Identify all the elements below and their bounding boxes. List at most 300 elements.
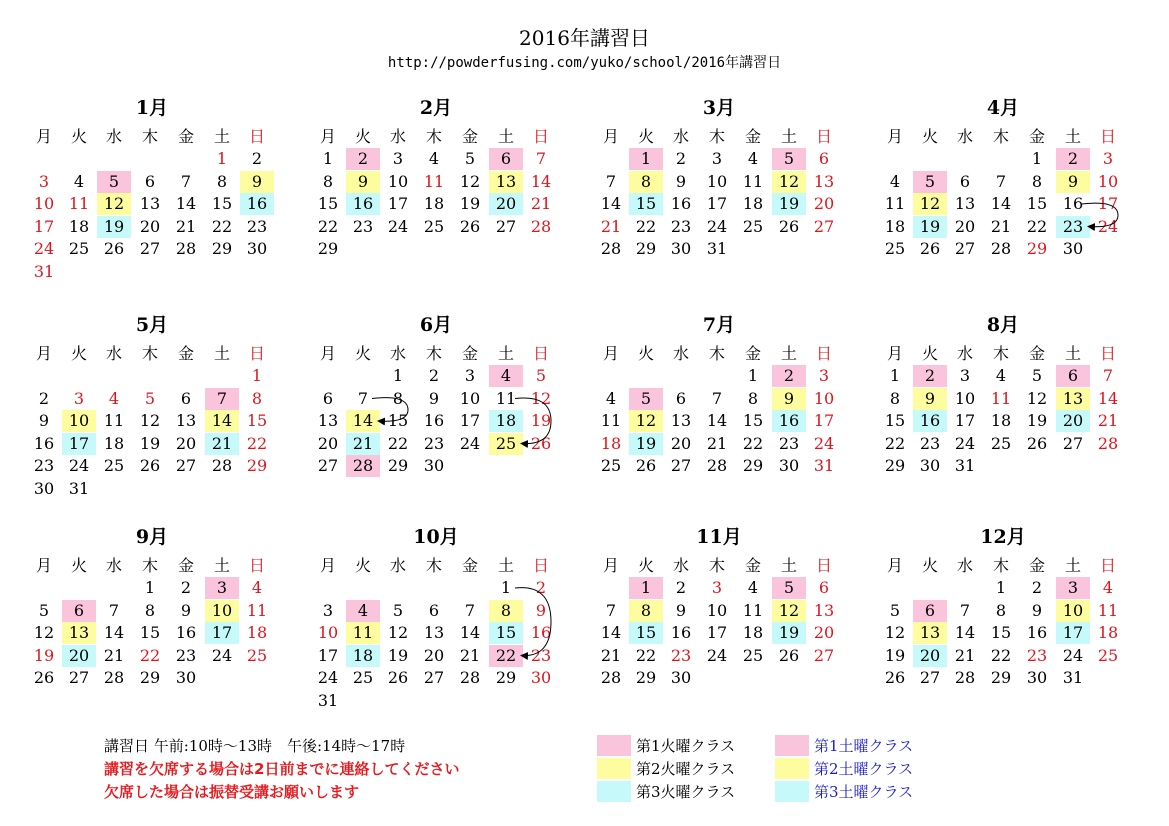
weekday-header: 水 bbox=[105, 556, 122, 575]
weekday-header: 日 bbox=[815, 344, 832, 363]
day-cell: 9 bbox=[675, 171, 687, 191]
day-cell: 14 bbox=[459, 623, 481, 642]
day-cell: 27 bbox=[670, 456, 692, 475]
weekday-header: 水 bbox=[389, 127, 406, 146]
weekday-header: 土 bbox=[780, 344, 797, 363]
day-cell: 29 bbox=[387, 456, 409, 475]
day-cell: 25 bbox=[742, 645, 764, 665]
day-cell: 5 bbox=[1031, 366, 1043, 385]
day-cell: 7 bbox=[357, 388, 369, 408]
day-cell: 20 bbox=[670, 433, 692, 453]
day-cell: 13 bbox=[317, 411, 339, 430]
day-cell: 4 bbox=[489, 365, 523, 387]
day-cell: 18 bbox=[68, 216, 90, 236]
weekday-header: 火 bbox=[70, 556, 87, 575]
day-cell: 22 bbox=[990, 645, 1012, 665]
day-cell: 14 bbox=[175, 194, 197, 213]
day-cell: 27 bbox=[139, 239, 161, 258]
day-cell: 12 bbox=[387, 623, 409, 642]
day-cell: 11 bbox=[884, 194, 906, 213]
day-cell: 21 bbox=[600, 216, 622, 236]
day-cell: 19 bbox=[387, 645, 409, 665]
day-cell: 13 bbox=[62, 622, 96, 644]
weekday-header: 金 bbox=[744, 127, 761, 146]
day-cell: 27 bbox=[317, 456, 339, 475]
day-cell: 6 bbox=[428, 600, 440, 620]
day-cell: 9 bbox=[38, 411, 50, 430]
day-cell: 6 bbox=[144, 171, 156, 191]
day-cell: 9 bbox=[1056, 171, 1090, 193]
weekday-header: 土 bbox=[1064, 344, 1081, 363]
day-cell: 6 bbox=[913, 600, 947, 622]
weekday-header: 日 bbox=[532, 127, 549, 146]
weekday-header: 火 bbox=[637, 556, 654, 575]
day-cell: 30 bbox=[423, 456, 445, 475]
day-cell: 14 bbox=[600, 194, 622, 213]
day-cell: 3 bbox=[205, 577, 239, 599]
day-cell: 9 bbox=[1031, 600, 1043, 620]
day-cell: 3 bbox=[818, 366, 830, 385]
day-cell: 2 bbox=[913, 365, 947, 387]
day-cell: 12 bbox=[913, 193, 947, 215]
month-title: 6月 bbox=[419, 314, 453, 336]
day-cell: 12 bbox=[530, 388, 552, 408]
day-cell: 13 bbox=[954, 194, 976, 213]
day-cell: 16 bbox=[1062, 194, 1084, 213]
day-cell: 9 bbox=[535, 600, 547, 620]
day-cell: 15 bbox=[139, 623, 161, 642]
day-cell: 22 bbox=[489, 645, 523, 667]
weekday-header: 金 bbox=[744, 556, 761, 575]
day-cell: 28 bbox=[954, 668, 976, 687]
day-cell: 12 bbox=[629, 410, 663, 432]
day-cell: 16 bbox=[240, 193, 274, 215]
day-cell: 22 bbox=[246, 433, 268, 453]
day-cell: 9 bbox=[913, 388, 947, 410]
weekday-header: 水 bbox=[105, 344, 122, 363]
day-cell: 30 bbox=[246, 239, 268, 258]
day-cell: 31 bbox=[317, 690, 339, 710]
day-cell: 10 bbox=[954, 388, 976, 408]
day-cell: 17 bbox=[387, 194, 409, 213]
page-title: 2016年講習日 bbox=[519, 26, 650, 50]
day-cell: 16 bbox=[346, 193, 380, 215]
legend-swatch-class1-tuesday bbox=[597, 735, 631, 756]
day-cell: 5 bbox=[772, 148, 806, 170]
day-cell: 23 bbox=[530, 645, 552, 665]
weekday-header: 金 bbox=[1028, 556, 1045, 575]
day-cell: 25 bbox=[423, 216, 445, 236]
day-cell: 28 bbox=[346, 455, 380, 477]
day-cell: 26 bbox=[530, 433, 552, 453]
day-cell: 26 bbox=[459, 216, 481, 236]
day-cell: 23 bbox=[33, 456, 55, 475]
day-cell: 28 bbox=[459, 668, 481, 687]
weekday-header: 土 bbox=[213, 556, 230, 575]
day-cell: 4 bbox=[346, 600, 380, 622]
day-cell: 31 bbox=[68, 478, 90, 498]
day-cell: 21 bbox=[954, 645, 976, 665]
day-cell: 6 bbox=[1056, 365, 1090, 387]
day-cell: 7 bbox=[205, 388, 239, 410]
day-cell: 6 bbox=[322, 388, 334, 408]
day-cell: 23 bbox=[670, 216, 692, 236]
day-cell: 5 bbox=[97, 171, 131, 193]
day-cell: 21 bbox=[346, 433, 380, 455]
day-cell: 6 bbox=[818, 578, 830, 597]
day-cell: 20 bbox=[139, 216, 161, 236]
day-cell: 15 bbox=[387, 411, 409, 430]
day-cell: 6 bbox=[62, 600, 96, 622]
month-block bbox=[877, 313, 1129, 513]
day-cell: 24 bbox=[387, 216, 409, 236]
day-cell: 21 bbox=[600, 645, 622, 665]
day-cell: 2 bbox=[1031, 578, 1043, 597]
day-cell: 23 bbox=[778, 433, 800, 453]
day-cell: 29 bbox=[211, 239, 233, 258]
day-cell: 19 bbox=[884, 645, 906, 665]
day-cell: 31 bbox=[33, 261, 55, 281]
day-cell: 3 bbox=[1102, 149, 1114, 168]
weekday-header: 金 bbox=[461, 556, 478, 575]
day-cell: 22 bbox=[139, 645, 161, 665]
day-cell: 7 bbox=[711, 388, 723, 408]
day-cell: 20 bbox=[175, 433, 197, 453]
day-cell: 30 bbox=[1062, 239, 1084, 258]
month-block bbox=[26, 96, 278, 296]
day-cell: 12 bbox=[884, 623, 906, 642]
month-title: 10月 bbox=[413, 526, 459, 548]
weekday-header: 木 bbox=[141, 127, 158, 146]
weekday-header: 木 bbox=[992, 556, 1009, 575]
weekday-header: 日 bbox=[815, 127, 832, 146]
day-cell: 23 bbox=[670, 645, 692, 665]
day-cell: 16 bbox=[530, 623, 552, 642]
day-cell: 18 bbox=[884, 216, 906, 236]
month-block bbox=[310, 96, 562, 296]
legend-swatch-class3-saturday bbox=[775, 781, 809, 802]
legend-label-saturday-2: 第2土曜クラス bbox=[814, 760, 914, 778]
day-cell: 12 bbox=[772, 171, 806, 193]
day-cell: 10 bbox=[205, 600, 239, 622]
day-cell: 4 bbox=[747, 578, 759, 597]
day-cell: 3 bbox=[711, 149, 723, 168]
day-cell: 21 bbox=[205, 433, 239, 455]
day-cell: 30 bbox=[33, 478, 55, 498]
day-cell: 8 bbox=[1031, 171, 1043, 191]
day-cell: 22 bbox=[1026, 216, 1048, 236]
legend-swatch-class2-saturday bbox=[775, 758, 809, 779]
day-cell: 1 bbox=[629, 148, 663, 170]
day-cell: 20 bbox=[423, 645, 445, 665]
day-cell: 18 bbox=[600, 433, 622, 453]
day-cell: 29 bbox=[317, 239, 339, 258]
day-cell: 29 bbox=[635, 239, 657, 258]
day-cell: 4 bbox=[605, 388, 617, 408]
day-cell: 8 bbox=[216, 171, 228, 191]
day-cell: 8 bbox=[251, 388, 263, 408]
day-cell: 3 bbox=[959, 366, 971, 385]
day-cell: 21 bbox=[459, 645, 481, 665]
day-cell: 28 bbox=[600, 239, 622, 258]
weekday-header: 土 bbox=[213, 127, 230, 146]
day-cell: 16 bbox=[1026, 623, 1048, 642]
legend-swatch-class1-saturday bbox=[775, 735, 809, 756]
day-cell: 24 bbox=[33, 239, 55, 258]
day-cell: 7 bbox=[995, 171, 1007, 191]
day-cell: 17 bbox=[317, 645, 339, 665]
day-cell: 26 bbox=[778, 216, 800, 236]
day-cell: 16 bbox=[670, 623, 692, 642]
day-cell: 29 bbox=[246, 456, 268, 475]
day-cell: 17 bbox=[33, 216, 55, 236]
weekday-header: 水 bbox=[672, 556, 689, 575]
page-url: http://powderfusing.com/yuko/school/2016年講習日 bbox=[387, 55, 782, 71]
day-cell: 15 bbox=[629, 193, 663, 215]
day-cell: 23 bbox=[175, 645, 197, 665]
day-cell: 26 bbox=[387, 668, 409, 687]
day-cell: 3 bbox=[1056, 577, 1090, 599]
day-cell: 12 bbox=[33, 623, 55, 642]
day-cell: 26 bbox=[1026, 433, 1048, 453]
day-cell: 7 bbox=[180, 171, 192, 191]
day-cell: 28 bbox=[103, 668, 125, 687]
day-cell: 25 bbox=[884, 239, 906, 258]
day-cell: 27 bbox=[68, 668, 90, 687]
absence-notice: 講習を欠席する場合は2日前までに連絡してください bbox=[104, 760, 460, 778]
day-cell: 5 bbox=[464, 149, 476, 168]
weekday-header: 月 bbox=[602, 556, 619, 575]
day-cell: 30 bbox=[1026, 668, 1048, 687]
day-cell: 1 bbox=[747, 366, 759, 385]
day-cell: 8 bbox=[489, 600, 523, 622]
day-cell: 24 bbox=[1062, 645, 1084, 665]
day-cell: 29 bbox=[139, 668, 161, 687]
weekday-header: 月 bbox=[886, 127, 903, 146]
day-cell: 15 bbox=[742, 411, 764, 430]
day-cell: 10 bbox=[1097, 171, 1119, 191]
weekday-header: 水 bbox=[956, 556, 973, 575]
day-cell: 23 bbox=[1026, 645, 1048, 665]
day-cell: 26 bbox=[778, 645, 800, 665]
legend-label-saturday-1: 第1土曜クラス bbox=[814, 737, 914, 755]
day-cell: 2 bbox=[772, 365, 806, 387]
weekday-header: 金 bbox=[461, 344, 478, 363]
weekday-header: 木 bbox=[992, 127, 1009, 146]
day-cell: 8 bbox=[144, 600, 156, 620]
day-cell: 4 bbox=[251, 578, 263, 597]
day-cell: 14 bbox=[103, 623, 125, 642]
day-cell: 19 bbox=[913, 216, 947, 238]
day-cell: 6 bbox=[818, 149, 830, 168]
day-cell: 15 bbox=[884, 411, 906, 430]
day-cell: 1 bbox=[1031, 149, 1043, 168]
month-block bbox=[26, 525, 278, 725]
weekday-header: 月 bbox=[35, 556, 52, 575]
day-cell: 24 bbox=[68, 456, 90, 475]
day-cell: 27 bbox=[423, 668, 445, 687]
day-cell: 9 bbox=[346, 171, 380, 193]
day-cell: 15 bbox=[211, 194, 233, 213]
day-cell: 20 bbox=[813, 194, 835, 213]
makeup-notice: 欠席した場合は振替受講お願いします bbox=[104, 783, 360, 801]
day-cell: 22 bbox=[211, 216, 233, 236]
day-cell: 20 bbox=[317, 433, 339, 453]
day-cell: 11 bbox=[742, 600, 764, 620]
day-cell: 12 bbox=[139, 411, 161, 430]
day-cell: 20 bbox=[62, 645, 96, 667]
day-cell: 24 bbox=[317, 668, 339, 687]
day-cell: 25 bbox=[352, 668, 374, 687]
day-cell: 28 bbox=[211, 456, 233, 475]
day-cell: 23 bbox=[1056, 216, 1090, 238]
month-block bbox=[26, 313, 278, 513]
day-cell: 13 bbox=[1056, 388, 1090, 410]
weekday-header: 月 bbox=[35, 127, 52, 146]
month-title: 12月 bbox=[980, 526, 1026, 548]
month-title: 11月 bbox=[696, 526, 742, 548]
day-cell: 11 bbox=[246, 600, 268, 620]
day-cell: 25 bbox=[990, 433, 1012, 453]
weekday-header: 金 bbox=[177, 344, 194, 363]
day-cell: 14 bbox=[954, 623, 976, 642]
day-cell: 17 bbox=[205, 622, 239, 644]
weekday-header: 木 bbox=[141, 344, 158, 363]
day-cell: 2 bbox=[1056, 148, 1090, 170]
session-hours-note: 講習日 午前:10時〜13時 午後:14時〜17時 bbox=[104, 737, 406, 755]
day-cell: 4 bbox=[428, 149, 440, 168]
day-cell: 7 bbox=[108, 600, 120, 620]
day-cell: 4 bbox=[108, 388, 120, 408]
day-cell: 17 bbox=[459, 411, 481, 430]
day-cell: 2 bbox=[675, 578, 687, 597]
day-cell: 6 bbox=[180, 388, 192, 408]
day-cell: 24 bbox=[954, 433, 976, 453]
day-cell: 2 bbox=[38, 388, 50, 408]
day-cell: 28 bbox=[175, 239, 197, 258]
day-cell: 8 bbox=[392, 388, 404, 408]
day-cell: 18 bbox=[423, 194, 445, 213]
weekday-header: 日 bbox=[532, 556, 549, 575]
month-title: 3月 bbox=[702, 97, 736, 119]
day-cell: 26 bbox=[33, 668, 55, 687]
day-cell: 2 bbox=[180, 578, 192, 597]
month-block bbox=[593, 96, 845, 296]
day-cell: 17 bbox=[813, 411, 835, 430]
weekday-header: 土 bbox=[780, 556, 797, 575]
day-cell: 13 bbox=[139, 194, 161, 213]
day-cell: 24 bbox=[706, 645, 728, 665]
day-cell: 13 bbox=[489, 171, 523, 193]
day-cell: 5 bbox=[535, 366, 547, 385]
day-cell: 20 bbox=[1056, 410, 1090, 432]
day-cell: 1 bbox=[629, 577, 663, 599]
day-cell: 29 bbox=[495, 668, 517, 687]
day-cell: 26 bbox=[103, 239, 125, 258]
legend-swatch-class3-tuesday bbox=[597, 781, 631, 802]
day-cell: 17 bbox=[62, 433, 96, 455]
weekday-header: 木 bbox=[708, 556, 725, 575]
day-cell: 27 bbox=[813, 645, 835, 665]
day-cell: 13 bbox=[813, 600, 835, 620]
day-cell: 13 bbox=[913, 622, 947, 644]
weekday-header: 土 bbox=[497, 127, 514, 146]
day-cell: 11 bbox=[68, 194, 90, 213]
day-cell: 29 bbox=[990, 668, 1012, 687]
day-cell: 1 bbox=[392, 366, 404, 385]
day-cell: 29 bbox=[635, 668, 657, 687]
day-cell: 5 bbox=[144, 388, 156, 408]
month-title: 1月 bbox=[135, 97, 169, 119]
day-cell: 1 bbox=[500, 578, 512, 597]
day-cell: 24 bbox=[211, 645, 233, 665]
day-cell: 22 bbox=[317, 216, 339, 236]
day-cell: 19 bbox=[772, 193, 806, 215]
day-cell: 21 bbox=[530, 194, 552, 213]
weekday-header: 月 bbox=[35, 344, 52, 363]
day-cell: 7 bbox=[464, 600, 476, 620]
weekday-header: 木 bbox=[141, 556, 158, 575]
day-cell: 25 bbox=[246, 645, 268, 665]
day-cell: 1 bbox=[216, 149, 228, 168]
legend-label-tuesday-3: 第3火曜クラス bbox=[636, 783, 736, 801]
day-cell: 18 bbox=[742, 194, 764, 213]
day-cell: 26 bbox=[919, 239, 941, 258]
day-cell: 15 bbox=[317, 194, 339, 213]
weekday-header: 金 bbox=[1028, 127, 1045, 146]
day-cell: 1 bbox=[251, 366, 263, 385]
day-cell: 17 bbox=[1097, 194, 1119, 213]
weekday-header: 土 bbox=[497, 556, 514, 575]
day-cell: 13 bbox=[175, 411, 197, 430]
day-cell: 5 bbox=[38, 600, 50, 620]
day-cell: 18 bbox=[489, 410, 523, 432]
day-cell: 22 bbox=[742, 433, 764, 453]
day-cell: 14 bbox=[346, 410, 380, 432]
day-cell: 17 bbox=[706, 194, 728, 213]
day-cell: 10 bbox=[706, 171, 728, 191]
weekday-header: 日 bbox=[1099, 127, 1116, 146]
day-cell: 15 bbox=[1026, 194, 1048, 213]
day-cell: 31 bbox=[954, 456, 976, 475]
day-cell: 5 bbox=[629, 388, 663, 410]
weekday-header: 火 bbox=[354, 344, 371, 363]
day-cell: 15 bbox=[246, 411, 268, 430]
month-title: 8月 bbox=[986, 314, 1020, 336]
day-cell: 24 bbox=[459, 433, 481, 453]
day-cell: 30 bbox=[530, 668, 552, 687]
day-cell: 17 bbox=[954, 411, 976, 430]
weekday-header: 水 bbox=[389, 556, 406, 575]
day-cell: 11 bbox=[346, 622, 380, 644]
day-cell: 22 bbox=[635, 216, 657, 236]
day-cell: 4 bbox=[1102, 578, 1114, 597]
month-block bbox=[593, 525, 845, 725]
day-cell: 16 bbox=[33, 433, 55, 453]
day-cell: 5 bbox=[392, 600, 404, 620]
day-cell: 30 bbox=[778, 456, 800, 475]
day-cell: 23 bbox=[423, 433, 445, 453]
day-cell: 4 bbox=[889, 171, 901, 191]
day-cell: 17 bbox=[1056, 622, 1090, 644]
day-cell: 8 bbox=[629, 171, 663, 193]
day-cell: 27 bbox=[495, 216, 517, 236]
day-cell: 9 bbox=[428, 388, 440, 408]
day-cell: 20 bbox=[913, 645, 947, 667]
weekday-header: 月 bbox=[319, 344, 336, 363]
day-cell: 31 bbox=[1062, 668, 1084, 687]
day-cell: 2 bbox=[535, 578, 547, 597]
